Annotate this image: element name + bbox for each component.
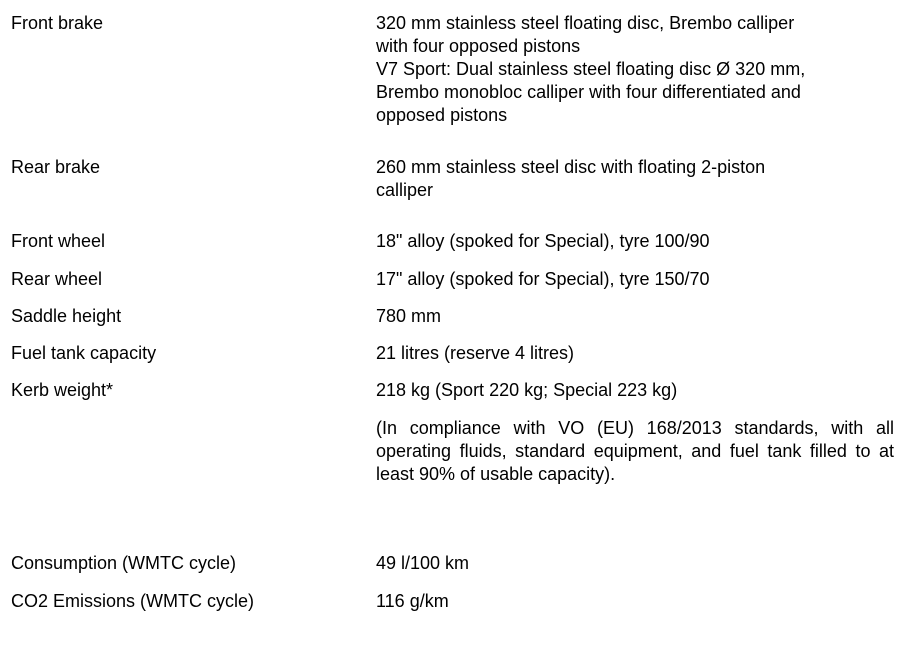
spec-label: Front wheel	[11, 231, 106, 251]
spec-row-front-brake	[11, 12, 906, 156]
spec-value-line: V7 Sport: Dual stainless steel floating disc Ø 320 mm,	[376, 59, 806, 79]
spec-value-line: 218 kg (Sport 220 kg; Special 223 kg)	[376, 380, 678, 400]
spec-label: Saddle height	[11, 306, 122, 326]
spec-value-line: calliper	[376, 180, 434, 200]
spec-label: Front brake	[11, 13, 104, 33]
spec-value: 116 g/km	[376, 591, 449, 611]
spec-row-rear-brake	[11, 156, 906, 230]
spec-row-fuel-tank-capacity	[11, 342, 906, 379]
spec-row-rear-wheel	[11, 268, 906, 305]
spec-value: 49 l/100 km	[376, 553, 470, 573]
spec-value-line: with four opposed pistons	[376, 36, 581, 56]
spec-row-kerb-weight	[11, 379, 906, 552]
spec-value-line: 320 mm stainless steel floating disc, Brembo calliper	[376, 13, 795, 33]
spec-label: Fuel tank capacity	[11, 343, 157, 363]
spec-note: (In compliance with VO (EU) 168/2013 standards, with all operating fluids, standard equipment, and fuel tank filled to at least 90% of usable capacity).	[376, 418, 894, 484]
spec-value-line: Brembo monobloc calliper with four differentiated and	[376, 82, 801, 102]
spec-row-front-wheel	[11, 230, 906, 268]
spec-value	[376, 379, 906, 486]
spec-value	[376, 12, 906, 127]
spec-row-co2-emissions	[11, 590, 906, 620]
spec-value-line: 260 mm stainless steel disc with floating 2-piston	[376, 157, 766, 177]
spec-label: Consumption (WMTC cycle)	[11, 553, 237, 573]
spec-value	[376, 156, 906, 202]
spec-row-consumption	[11, 552, 906, 590]
spec-row-saddle-height	[11, 305, 906, 342]
spec-value: 780 mm	[376, 306, 442, 326]
spec-label: Rear brake	[11, 157, 101, 177]
spec-label: Rear wheel	[11, 269, 103, 289]
spec-value-line: opposed pistons	[376, 105, 508, 125]
spec-table	[11, 12, 906, 620]
spec-label: Kerb weight*	[11, 380, 114, 400]
spec-label: CO2 Emissions (WMTC cycle)	[11, 591, 255, 611]
spec-value: 21 litres (reserve 4 litres)	[376, 343, 575, 363]
spec-value: 18" alloy (spoked for Special), tyre 100/90	[376, 231, 710, 251]
spec-value: 17" alloy (spoked for Special), tyre 150/70	[376, 269, 710, 289]
